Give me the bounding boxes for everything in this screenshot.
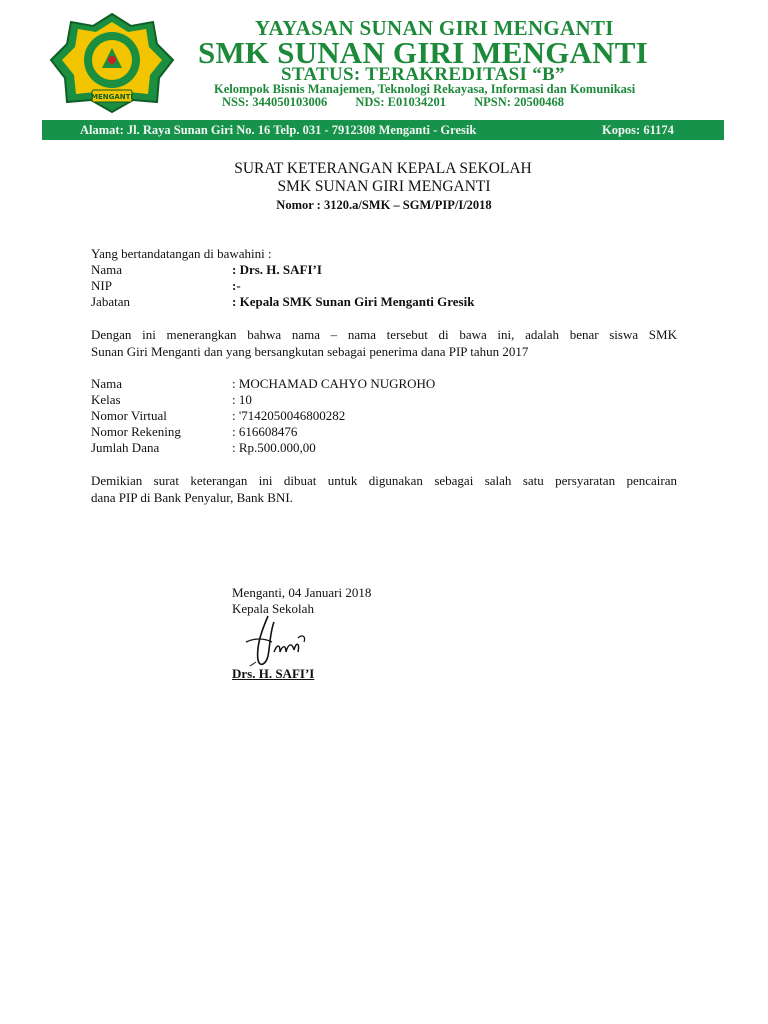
student-value: : MOCHAMAD CAHYO NUGROHO [232,376,436,391]
letter-number: Nomor : 3120.a/SMK – SGM/PIP/I/2018 [276,198,492,212]
signatory-value: :- [232,278,241,293]
student-value: : '7142050046800282 [232,408,346,423]
closing-paragraph [91,472,677,506]
postal-code: Kopos: 61174 [602,123,674,137]
signatory-label: NIP [91,278,112,293]
signatory-value: : Kepala SMK Sunan Giri Menganti Gresik [232,294,475,309]
signatory-label: Jabatan [91,294,130,309]
signatory-value: : Drs. H. SAFI’I [232,262,322,277]
school-emblem-icon [47,12,177,114]
student-label: Nomor Virtual [91,408,167,423]
address: Alamat: Jl. Raya Sunan Giri No. 16 Telp. 031 - 7912308 Menganti - Gresik [80,123,477,137]
letter-title: SURAT KETERANGAN KEPALA SEKOLAH [234,160,532,177]
signatory-position: Kepala Sekolah [232,601,314,616]
signatory-name: Drs. H. SAFI’I [232,666,315,681]
letter-subtitle: SMK SUNAN GIRI MENGANTI [277,178,491,195]
statement-line: Dengan ini menerangkan bahwa nama – nama tersebut di bawa ini, adalah benar siswa SMK [91,327,677,342]
nds: NDS: E01034201 [355,95,446,109]
school-ids [222,95,564,110]
address-bar [42,120,724,140]
foundation-name: YAYASAN SUNAN GIRI MENGANTI [255,16,614,40]
place-date: Menganti, 04 Januari 2018 [232,585,372,600]
accreditation-status: STATUS: TERAKREDITASI “B” [281,64,565,85]
closing-line: Demikian surat keterangan ini dibuat untuk digunakan sebagai salah satu persyaratan pencairan [91,473,677,488]
handwritten-signature [240,612,320,672]
student-label: Nama [91,376,123,391]
student-value: : 10 [232,392,252,407]
student-label: Nomor Rekening [91,424,181,439]
closing-line: dana PIP di Bank Penyalur, Bank BNI. [91,490,293,505]
school-name: SMK SUNAN GIRI MENGANTI [198,35,648,70]
nss: NSS: 344050103006 [222,95,328,109]
student-value: : Rp.500.000,00 [232,440,316,455]
signatory-label: Nama [91,262,123,277]
student-label: Jumlah Dana [91,440,160,455]
student-value: : 616608476 [232,424,298,439]
statement-line: Sunan Giri Menganti dan yang bersangkutan sebagai penerima dana PIP tahun 2017 [91,344,529,359]
student-label: Kelas [91,392,121,407]
signatory-intro: Yang bertandatangan di bawahini : [91,246,272,261]
statement-paragraph [91,326,677,360]
study-fields: Kelompok Bisnis Manajemen, Teknologi Rekayasa, Informasi dan Komunikasi [214,82,636,96]
logo-text: MENGANTI [90,93,134,101]
npsn: NPSN: 20500468 [474,95,565,109]
